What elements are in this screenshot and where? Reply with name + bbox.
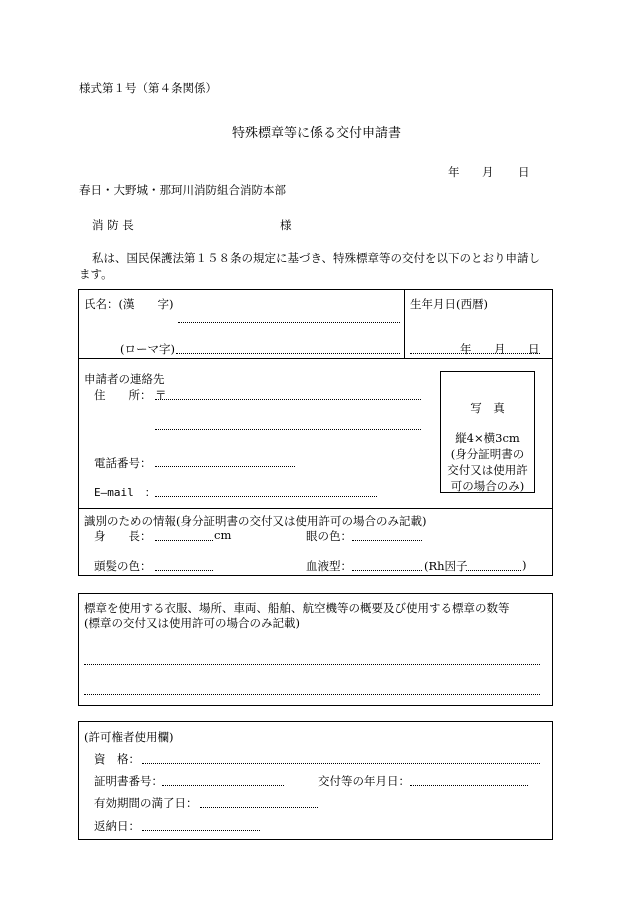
birth-year-label: 年	[460, 342, 472, 356]
address-field-line-2[interactable]	[155, 429, 421, 430]
photo-note-2: 交付又は使用許	[447, 463, 528, 477]
rh-close: )	[522, 558, 527, 572]
photo-box	[440, 371, 535, 493]
height-field[interactable]	[155, 540, 213, 541]
expiry-date-label: 有効期間の満了日：	[94, 796, 198, 810]
divider	[79, 358, 552, 359]
date-year-label: 年	[448, 165, 460, 179]
name-romaji-field[interactable]	[176, 353, 400, 354]
height-label: 身 長：	[94, 529, 152, 543]
hair-color-field[interactable]	[155, 570, 213, 571]
name-romaji-label: (ローマ字)	[120, 342, 175, 356]
birthdate-field[interactable]	[410, 353, 540, 354]
issue-date-label: 交付等の年月日：	[318, 774, 410, 788]
hair-color-label: 頭髪の色：	[94, 559, 152, 573]
return-date-label: 返納日：	[94, 819, 140, 833]
contact-label: 申請者の連絡先	[84, 372, 165, 386]
usage-line-1: 標章を使用する衣服、場所、車両、船舶、航空機等の概要及び使用する標章の数等	[84, 601, 510, 615]
name-kanji-label: 氏名：(漢 字)	[84, 297, 174, 311]
name-kanji-field[interactable]	[178, 322, 400, 323]
intro-line-1: 私は、国民保護法第１５８条の規定に基づき、特殊標章等の交付を以下のとおり申請し	[92, 251, 541, 265]
postal-mark: 〒	[155, 388, 167, 402]
email-label: E―mail ：	[94, 486, 156, 499]
date-month-label: 月	[482, 165, 494, 179]
email-field[interactable]	[155, 496, 377, 497]
address-label: 住 所：	[94, 388, 152, 402]
phone-field[interactable]	[155, 466, 295, 467]
divider	[79, 508, 552, 509]
phone-label: 電話番号：	[94, 456, 152, 470]
birth-day-label: 日	[528, 342, 540, 356]
qualification-label: 資 格：	[94, 752, 140, 766]
usage-line-2: (標章の交付又は使用許可の場合のみ記載)	[84, 616, 300, 630]
eye-color-field[interactable]	[352, 540, 422, 541]
eye-color-label: 眼の色：	[306, 529, 352, 543]
expiry-date-field[interactable]	[200, 807, 318, 808]
qualification-field[interactable]	[142, 763, 540, 764]
photo-note-3: 可の場合のみ)	[450, 479, 525, 493]
photo-note-1: (身分証明書の	[450, 447, 525, 461]
blood-type-label: 血液型：	[306, 559, 352, 573]
rh-factor-field[interactable]	[466, 570, 521, 571]
address-field[interactable]	[155, 399, 421, 400]
photo-size: 縦4×横3cm	[455, 431, 520, 445]
chief-title: 消 防 長	[92, 218, 134, 232]
form-number: 様式第１号（第４条関係）	[79, 81, 217, 95]
intro-line-2: ます。	[79, 267, 113, 281]
usage-field-line-1[interactable]	[84, 664, 540, 665]
divider	[404, 290, 405, 358]
return-date-field[interactable]	[142, 830, 260, 831]
organization-name: 春日・大野城・那珂川消防組合消防本部	[79, 183, 286, 197]
birth-month-label: 月	[494, 342, 506, 356]
honorific: 様	[280, 218, 292, 232]
usage-field-line-2[interactable]	[84, 694, 540, 695]
issue-date-field[interactable]	[410, 785, 528, 786]
date-day-label: 日	[518, 165, 530, 179]
blood-type-field[interactable]	[352, 570, 422, 571]
photo-title: 写 真	[470, 401, 505, 415]
cert-number-field[interactable]	[162, 785, 284, 786]
id-info-label: 識別のための情報(身分証明書の交付又は使用許可の場合のみ記載)	[84, 514, 427, 528]
rh-factor-label: (Rh因子	[424, 559, 468, 573]
authority-section-label: (許可権者使用欄)	[84, 730, 174, 744]
cert-number-label: 証明書番号：	[94, 774, 163, 788]
height-unit: cm	[214, 528, 232, 542]
page-title: 特殊標章等に係る交付申請書	[232, 126, 402, 141]
birthdate-label: 生年月日(西暦)	[410, 297, 488, 311]
